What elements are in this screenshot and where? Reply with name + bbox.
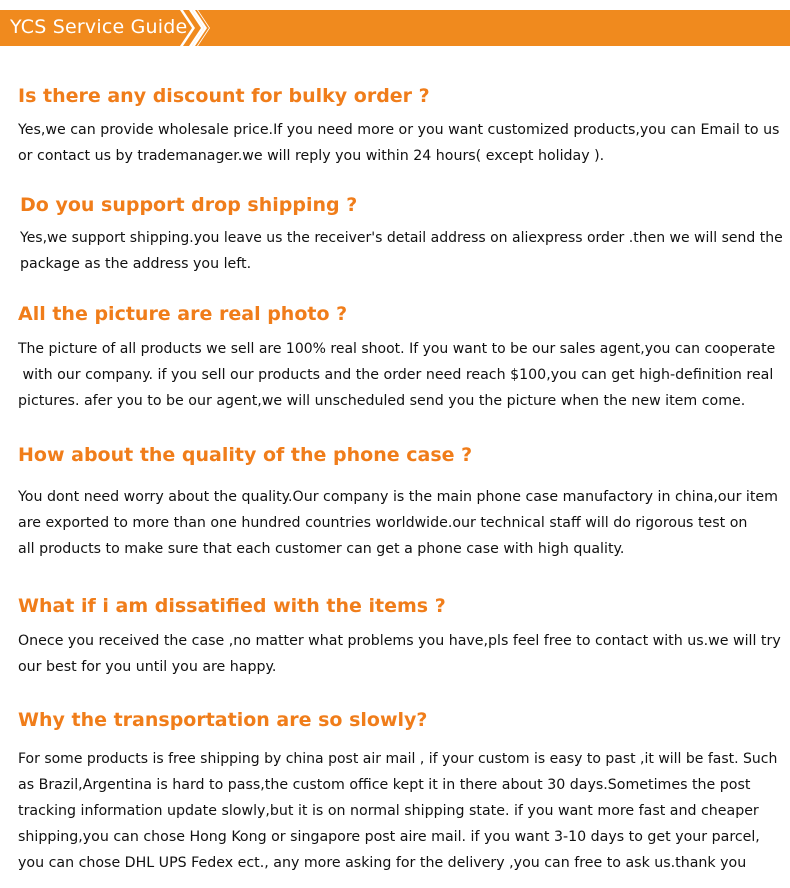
chevron-right-icon [176,10,216,46]
faq-answer-line: you can chose DHL UPS Fedex ect., any more asking for the delivery ,you can free to ask us.thank you [18,855,747,871]
banner-title-box [0,10,188,46]
faq-dissatisfied [18,594,781,680]
faq-question: Why the transportation are so slowly? [18,709,428,731]
faq-answer-line: as Brazil,Argentina is hard to pass,the custom office kept it in there about 30 days.Sometimes the post [18,777,751,793]
faq-answer-line: The picture of all products we sell are 100% real shoot. If you want to be our sales agent,you can cooperate [18,341,776,357]
faq-answer-line: Onece you received the case ,no matter what problems you have,pls feel free to contact with us.we will try [18,633,781,649]
faq-quality [18,443,778,562]
faq-answer-line: For some products is free shipping by china post air mail , if your custom is easy to past ,it will be fast. Such [18,751,778,767]
faq-answer-line: Yes,we support shipping.you leave us the receiver's detail address on aliexpress order .then we will send the [20,230,783,246]
faq-answer-line: with our company. if you sell our products and the order need reach $100,you can get high-definition real [18,367,774,383]
faq-answer-line: pictures. afer you to be our agent,we will unscheduled send you the picture when the new item come. [18,393,746,409]
faq-question: All the picture are real photo ? [18,303,348,325]
faq-real-photo [18,302,778,414]
faq-answer-line: Yes,we can provide wholesale price.If you need more or you want customized products,you can Email to us [18,122,780,138]
faq-transportation [18,708,778,876]
faq-answer-line: shipping,you can chose Hong Kong or singapore post aire mail. if you want 3-10 days to get your parcel, [18,829,760,845]
faq-answer-line: You dont need worry about the quality.Our company is the main phone case manufactory in china,our item [18,489,778,505]
faq-answer-line: tracking information update slowly,but it is on normal shipping state. if you want more fast and cheaper [18,803,759,819]
faq-answer-line: package as the address you left. [20,256,252,272]
faq-question: What if i am dissatified with the items ? [18,595,446,617]
faq-question: Do you support drop shipping ? [20,194,358,216]
faq-answer-line: our best for you until you are happy. [18,659,277,675]
faq-question: How about the quality of the phone case ? [18,444,473,466]
faq-answer-line: all products to make sure that each customer can get a phone case with high quality. [18,541,625,557]
service-guide-banner [0,10,790,46]
faq-drop-shipping [20,193,783,277]
banner-title: YCS Service Guide [10,16,188,38]
faq-question: Is there any discount for bulky order ? [18,85,430,107]
faq-answer-line: are exported to more than one hundred countries worldwide.our technical staff will do rigorous test on [18,515,748,531]
faq-answer-line: or contact us by trademanager.we will reply you within 24 hours( except holiday ). [18,148,605,164]
faq-discount [18,84,778,169]
